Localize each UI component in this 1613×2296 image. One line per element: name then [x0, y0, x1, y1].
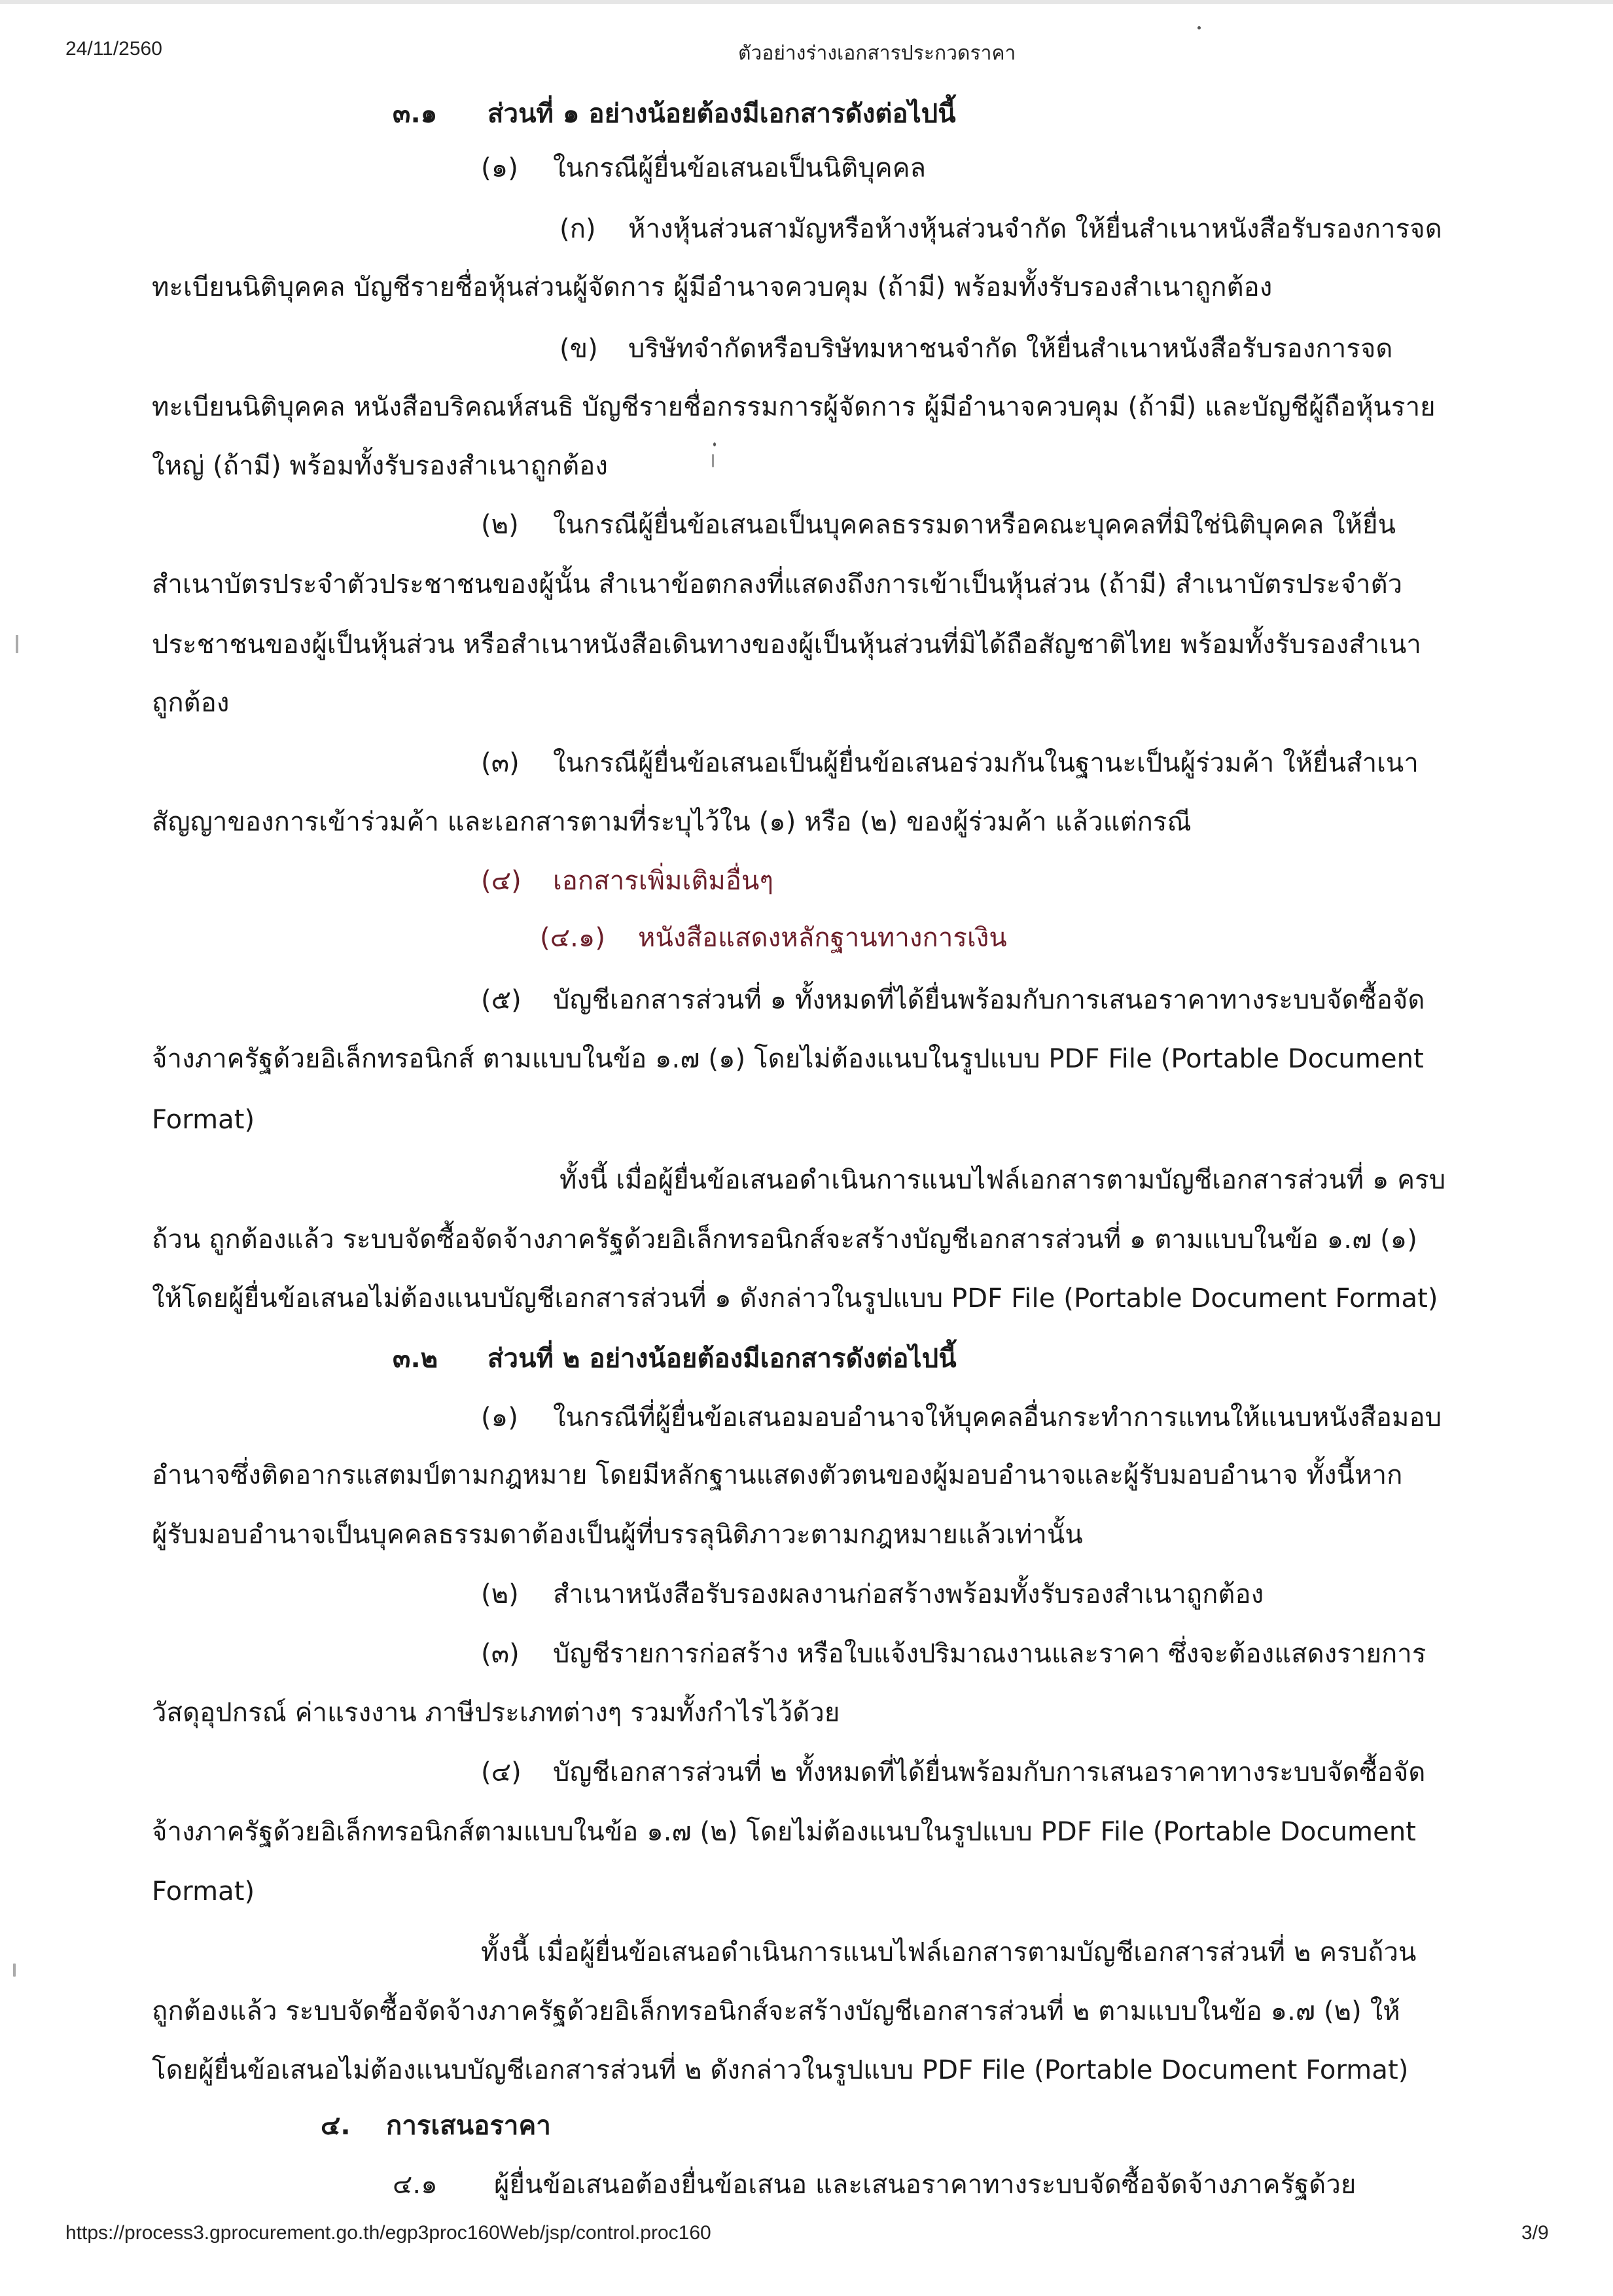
section-title: ส่วนที่ ๑ อย่างน้อยต้องมีเอกสารดังต่อไปนี้	[487, 99, 956, 129]
note-3-1-line3: ให้โดยผู้ยื่นข้อเสนอไม่ต้องแนบบัญชีเอกสารส่วนที่ ๑ ดังกล่าวในรูปแบบ PDF File (Portable Document Format)	[152, 1283, 1438, 1314]
item-3-2-1-line3: ผู้รับมอบอำนาจเป็นบุคคลธรรมดาต้องเป็นผู้ที่บรรลุนิติภาวะตามกฎหมายแล้วเท่านั้น	[152, 1520, 1083, 1550]
item-3-1-1b-line1	[559, 331, 1393, 367]
item-3-1-5-line2: จ้างภาครัฐด้วยอิเล็กทรอนิกส์ ตามแบบในข้อ ๑.๗ (๑) โดยไม่ต้องแนบในรูปแบบ PDF File (Portable Document	[152, 1044, 1424, 1074]
item-3-2-2	[481, 1576, 1264, 1613]
item-3-1-1a-line2: ทะเบียนนิติบุคคล บัญชีรายชื่อหุ้นส่วนผู้จัดการ ผู้มีอำนาจควบคุม (ถ้ามี) พร้อมทั้งรับรองสำเนาถูกต้อง	[152, 272, 1273, 302]
item-text: บัญชีเอกสารส่วนที่ ๒ ทั้งหมดที่ได้ยื่นพร้อมกับการเสนอราคาทางระบบจัดซื้อจัด	[553, 1757, 1426, 1787]
item-3-1-2-line2: สำเนาบัตรประจำตัวประชาชนของผู้นั้น สำเนาข้อตกลงที่แสดงถึงการเข้าเป็นหุ้นส่วน (ถ้ามี) สำเนาบัตรประจำตัว	[152, 569, 1403, 600]
item-text: ในกรณีผู้ยื่นข้อเสนอเป็นผู้ยื่นข้อเสนอร่วมกันในฐานะเป็นผู้ร่วมค้า ให้ยื่นสำเนา	[553, 748, 1419, 778]
section-number: ๓.๑	[393, 99, 438, 129]
item-3-1-5-line1	[481, 982, 1425, 1018]
scan-top-edge	[0, 0, 1613, 4]
print-date: 24/11/2560	[65, 38, 162, 60]
item-3-1-2-line1	[481, 507, 1396, 543]
item-number: (ก)	[559, 214, 596, 244]
item-text: ในกรณีผู้ยื่นข้อเสนอเป็นนิติบุคคล	[553, 153, 927, 183]
scan-speck	[712, 454, 714, 467]
item-number: (๔)	[481, 866, 522, 896]
item-3-1-4	[481, 863, 773, 899]
scan-speck	[13, 1964, 16, 1977]
item-text: ห้างหุ้นส่วนสามัญหรือห้างหุ้นส่วนจำกัด ให้ยื่นสำเนาหนังสือรับรองการจด	[628, 214, 1442, 244]
section-title: การเสนอราคา	[386, 2111, 551, 2141]
item-text: บัญชีรายการก่อสร้าง หรือใบแจ้งปริมาณงานและราคา ซึ่งจะต้องแสดงรายการ	[553, 1639, 1427, 1669]
note-3-1-line1: ทั้งนี้ เมื่อผู้ยื่นข้อเสนอดำเนินการแนบไฟล์เอกสารตามบัญชีเอกสารส่วนที่ ๑ ครบ	[559, 1165, 1446, 1195]
section-title: ส่วนที่ ๒ อย่างน้อยต้องมีเอกสารดังต่อไปนี้	[487, 1344, 957, 1374]
item-3-1-1b-line2: ทะเบียนนิติบุคคล หนังสือบริคณห์สนธิ บัญชีรายชื่อกรรมการผู้จัดการ ผู้มีอำนาจควบคุม (ถ้ามี) และบัญชีผู้ถือหุ้นราย	[152, 392, 1436, 422]
document-title: ตัวอย่างร่างเอกสารประกวดราคา	[738, 43, 1016, 64]
item-3-2-3-line2: วัสดุอุปกรณ์ ค่าแรงงาน ภาษีประเภทต่างๆ รวมทั้งกำไรไว้ด้วย	[152, 1698, 840, 1728]
section-4-heading	[321, 2108, 551, 2144]
item-3-1-1	[481, 150, 926, 187]
note-3-1-line2: ถ้วน ถูกต้องแล้ว ระบบจัดซื้อจัดจ้างภาครัฐด้วยอิเล็กทรอนิกส์จะสร้างบัญชีเอกสารส่วนที่ ๑ ตามแบบในข้อ ๑.๗ (๑)	[152, 1225, 1417, 1255]
note-3-2-line3: โดยผู้ยื่นข้อเสนอไม่ต้องแนบบัญชีเอกสารส่วนที่ ๒ ดังกล่าวในรูปแบบ PDF File (Portable Document Format)	[152, 2055, 1409, 2085]
item-text: สำเนาหนังสือรับรองผลงานก่อสร้างพร้อมทั้งรับรองสำเนาถูกต้อง	[553, 1579, 1264, 1609]
section-number: ๓.๒	[393, 1344, 438, 1374]
page-number: 3/9	[1521, 2222, 1549, 2244]
item-3-1-3-line2: สัญญาของการเข้าร่วมค้า และเอกสารตามที่ระบุไว้ใน (๑) หรือ (๒) ของผู้ร่วมค้า แล้วแต่กรณี	[152, 807, 1192, 837]
item-number: (๓)	[481, 748, 520, 778]
item-3-2-1-line1	[481, 1399, 1442, 1436]
item-3-1-2-line4: ถูกต้อง	[152, 688, 230, 718]
scan-speck	[1197, 26, 1201, 29]
section-number: ๔.	[321, 2111, 351, 2141]
item-number: (๕)	[481, 985, 522, 1015]
item-number: (๑)	[481, 153, 518, 183]
item-number: (๑)	[481, 1403, 518, 1433]
item-number: ๔.๑	[393, 2170, 438, 2200]
item-3-1-5-line3: Format)	[152, 1105, 255, 1135]
item-text: ผู้ยื่นข้อเสนอต้องยื่นข้อเสนอ และเสนอราคาทางระบบจัดซื้อจัดจ้างภาครัฐด้วย	[494, 2170, 1356, 2200]
item-number: (๒)	[481, 1579, 519, 1609]
item-text: ในกรณีที่ผู้ยื่นข้อเสนอมอบอำนาจให้บุคคลอื่นกระทำการแทนให้แนบหนังสือมอบ	[553, 1403, 1442, 1433]
section-3-2-heading	[393, 1340, 957, 1377]
scan-speck	[16, 635, 18, 653]
item-text: หนังสือแสดงหลักฐานทางการเงิน	[638, 923, 1007, 953]
note-3-2-line2: ถูกต้องแล้ว ระบบจัดซื้อจัดจ้างภาครัฐด้วยอิเล็กทรอนิกส์จะสร้างบัญชีเอกสารส่วนที่ ๒ ตามแบบในข้อ ๑.๗ (๒) ให้	[152, 1996, 1400, 2026]
item-4-1-line1	[393, 2166, 1356, 2203]
item-3-1-3-line1	[481, 745, 1419, 781]
item-number: (ข)	[559, 334, 598, 364]
item-text: ในกรณีผู้ยื่นข้อเสนอเป็นบุคคลธรรมดาหรือคณะบุคคลที่มิใช่นิติบุคคล ให้ยื่น	[553, 510, 1396, 540]
item-3-2-1-line2: อำนาจซึ่งติดอากรแสตมป์ตามกฎหมาย โดยมีหลักฐานแสดงตัวตนของผู้มอบอำนาจและผู้รับมอบอำนาจ ทั้งนี้หาก	[152, 1460, 1403, 1490]
item-number: (๓)	[481, 1639, 520, 1669]
scan-speck	[713, 442, 716, 446]
section-3-1-heading	[393, 96, 956, 132]
item-3-1-4-1	[540, 920, 1007, 956]
note-3-2-line1: ทั้งนี้ เมื่อผู้ยื่นข้อเสนอดำเนินการแนบไฟล์เอกสารตามบัญชีเอกสารส่วนที่ ๒ ครบถ้วน	[481, 1937, 1417, 1967]
item-3-1-2-line3: ประชาชนของผู้เป็นหุ้นส่วน หรือสำเนาหนังสือเดินทางของผู้เป็นหุ้นส่วนที่มิได้ถือสัญชาติไทย พร้อมทั้งรับรองสำเนา	[152, 630, 1421, 660]
item-3-1-1a-line1	[559, 211, 1442, 247]
item-3-2-3-line1	[481, 1636, 1426, 1672]
item-number: (๔.๑)	[540, 923, 606, 953]
item-3-2-4-line3: Format)	[152, 1876, 255, 1907]
item-number: (๔)	[481, 1757, 522, 1787]
item-3-2-4-line2: จ้างภาครัฐด้วยอิเล็กทรอนิกส์ตามแบบในข้อ ๑.๗ (๒) โดยไม่ต้องแนบในรูปแบบ PDF File (Portable Document	[152, 1817, 1417, 1847]
item-3-1-1b-line3: ใหญ่ (ถ้ามี) พร้อมทั้งรับรองสำเนาถูกต้อง	[152, 451, 609, 481]
item-number: (๒)	[481, 510, 519, 540]
item-3-2-4-line1	[481, 1754, 1425, 1791]
source-url: https://process3.gprocurement.go.th/egp3proc160Web/jsp/control.proc160	[65, 2222, 711, 2244]
item-text: เอกสารเพิ่มเติมอื่นๆ	[553, 866, 774, 896]
item-text: บริษัทจำกัดหรือบริษัทมหาชนจำกัด ให้ยื่นสำเนาหนังสือรับรองการจด	[628, 334, 1393, 364]
item-text: บัญชีเอกสารส่วนที่ ๑ ทั้งหมดที่ได้ยื่นพร้อมกับการเสนอราคาทางระบบจัดซื้อจัด	[553, 985, 1425, 1015]
